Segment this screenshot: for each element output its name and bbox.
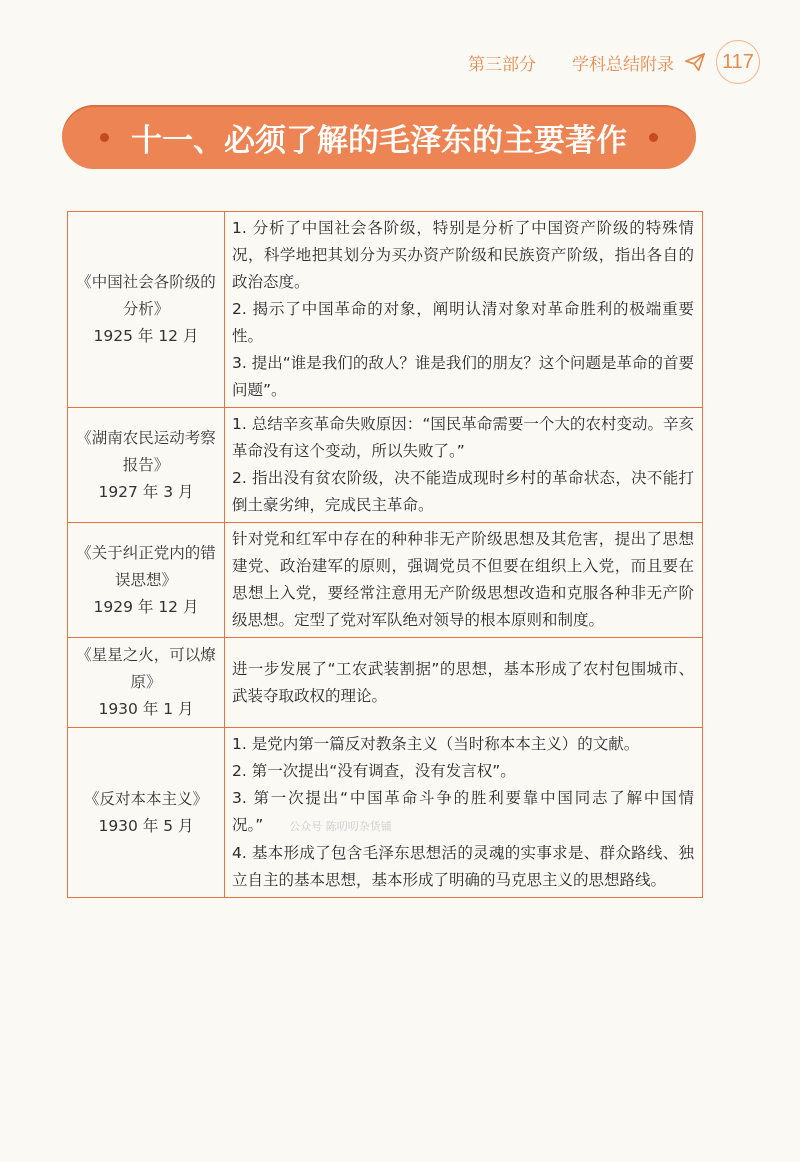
bullet-dot-icon <box>649 133 658 142</box>
watermark: 公众号 陈叨叨杂货铺 <box>289 820 392 833</box>
work-title-cell <box>68 408 225 523</box>
page-number: 117 <box>716 40 760 84</box>
work-date: 1929 年 12 月 <box>93 597 199 616</box>
paper-plane-icon <box>684 51 706 73</box>
work-title: 《星星之火，可以燎原》 <box>76 646 216 691</box>
work-point: 3. 提出“谁是我们的敌人？谁是我们的朋友？这个问题是革命的首要问题”。 <box>232 354 694 399</box>
work-point: 1. 总结辛亥革命失败原因：“国民革命需要一个大的农村变动。辛亥革命没有这个变动，所以失败了。” <box>232 415 694 460</box>
work-title: 《关于纠正党内的错误思想》 <box>76 543 216 589</box>
section-label: 学科总结附录 <box>572 54 674 75</box>
page-header <box>468 40 760 84</box>
work-content-cell <box>225 728 703 898</box>
work-content-cell <box>225 408 703 523</box>
work-title: 《中国社会各阶级的分析》 <box>76 273 216 318</box>
work-title: 《反对本本主义》 <box>83 789 208 808</box>
work-title-cell <box>68 728 225 898</box>
work-point <box>232 785 694 840</box>
work-title: 《湖南农民运动考察报告》 <box>76 428 216 474</box>
table-row <box>68 728 703 898</box>
table-row <box>68 408 703 523</box>
work-point: 进一步发展了“工农武装割据”的思想，基本形成了农村包围城市、武装夺取政权的理论。 <box>232 659 694 705</box>
work-point: 4. 基本形成了包含毛泽东思想活的灵魂的实事求是、群众路线、独立自主的基本思想，基本形成了明确的马克思主义的思想路线。 <box>232 844 694 889</box>
work-point-text: 3. 第一次提出“中国革命斗争的胜利要靠中国同志了解中国情况。” <box>232 789 694 834</box>
work-content-cell <box>225 523 703 638</box>
works-table <box>67 211 703 898</box>
work-date: 1930 年 1 月 <box>98 700 194 718</box>
work-point: 针对党和红军中存在的种种非无产阶级思想及其危害，提出了思想建党、政治建军的原则，强调党员不但要在组织上入党，而且要在思想上入党，要经常注意用无产阶级思想改造和克服各种非无产阶级思想。定型了党对军队绝对领导的根本原则和制度。 <box>232 530 694 629</box>
table-row <box>68 212 703 408</box>
part-label: 第三部分 <box>468 54 536 75</box>
work-date: 1927 年 3 月 <box>98 482 194 501</box>
table-row <box>68 523 703 638</box>
work-date: 1930 年 5 月 <box>98 816 194 835</box>
work-content-cell <box>225 638 703 728</box>
work-point: 1. 是党内第一篇反对教条主义（当时称本本主义）的文献。 <box>232 735 640 753</box>
section-title: 十一、必须了解的毛泽东的主要著作 <box>131 122 627 159</box>
work-point: 1. 分析了中国社会各阶级，特别是分析了中国资产阶级的特殊情况，科学地把其划分为买办资产阶级和民族资产阶级，指出各自的政治态度。 <box>232 219 694 291</box>
work-date: 1925 年 12 月 <box>93 327 199 345</box>
work-title-cell <box>68 638 225 728</box>
work-point: 2. 揭示了中国革命的对象，阐明认清对象对革命胜利的极端重要性。 <box>232 300 694 345</box>
work-point: 2. 指出没有贫农阶级，决不能造成现时乡村的革命状态，决不能打倒土豪劣绅，完成民主革命。 <box>232 469 694 514</box>
work-title-cell <box>68 212 225 408</box>
work-content-cell <box>225 212 703 408</box>
work-point: 2. 第一次提出“没有调查，没有发言权”。 <box>232 762 516 780</box>
table-row <box>68 638 703 728</box>
section-banner <box>62 105 696 169</box>
bullet-dot-icon <box>100 133 109 142</box>
work-title-cell <box>68 523 225 638</box>
